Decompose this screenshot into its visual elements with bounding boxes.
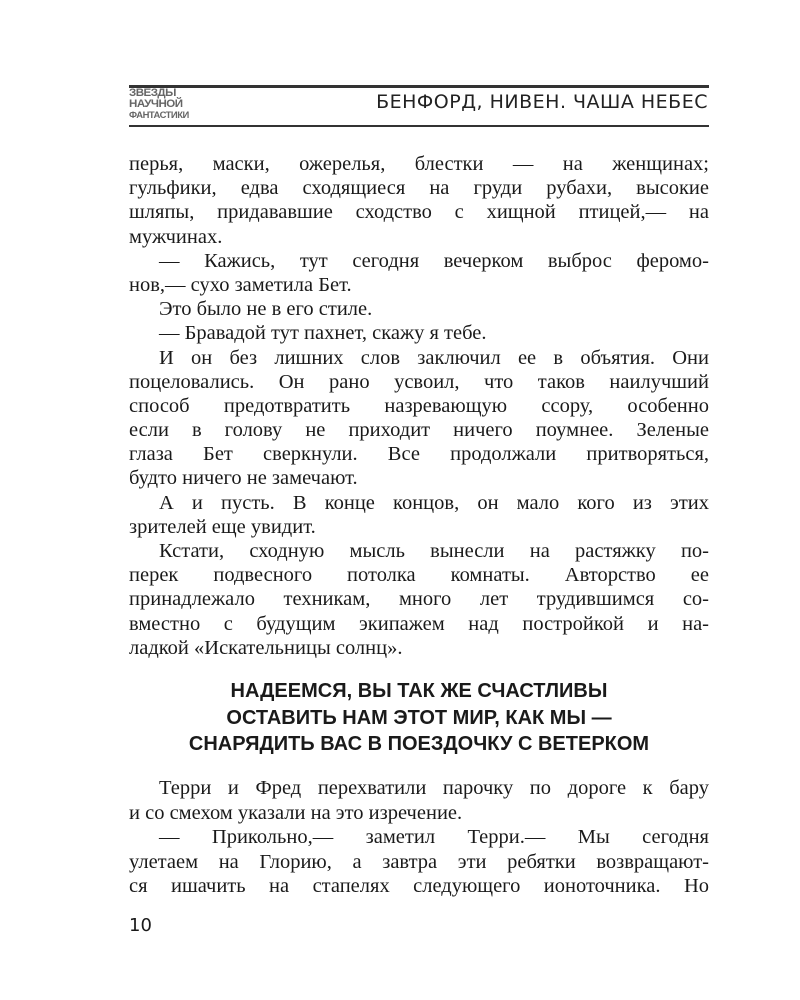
text-line: — Бравадой тут пахнет, скажу я тебе. [159,322,487,345]
body-text-before [129,152,709,660]
text-line: перек подвесного потолка комнаты. Авторство ее [129,564,709,587]
text-line: ся ишачить на стапелях следующего ионоточника. Но [129,875,709,898]
text-line: — Кажись, тут сегодня вечерком выброс феромо- [159,249,709,272]
section-heading [129,678,709,758]
text-line: поцеловались. Он рано усвоил, что таков наилучший [129,370,709,393]
page-number: 10 [129,915,152,936]
text-line: будто ничего не замечают. [129,467,358,490]
text-line: И он без лишних слов заключил ее в объятия. Они [159,346,709,369]
text-line: А и пусть. В конце концов, он мало кого из этих [159,491,709,514]
body-text-after [129,776,709,899]
text-line: вместно с будущим экипажем над постройкой и на- [129,612,709,635]
text-line: принадлежало техникам, много лет трудившимся со- [129,588,709,611]
text-line: и со смехом указали на это изречение. [129,801,463,824]
text-line: ладкой «Искательницы солнц». [129,636,403,659]
text-line: улетаем на Глорию, а завтра эти ребятки возвращают- [129,850,709,873]
text-line: шляпы, придававшие сходство с хищной птицей,— на [129,201,709,224]
text-line: Кстати, сходную мысль вынесли на растяжку по- [159,540,709,562]
text-line: если в голову не приходит ничего поумнее. Зеленые [129,419,709,442]
text-line: Это было не в его стиле. [159,298,373,321]
text-line: перья, маски, ожерелья, блестки — на женщинах; [129,153,709,175]
text-line: мужчинах. [129,225,223,248]
text-line: — Прикольно,— заметил Терри.— Мы сегодня [159,826,709,849]
logo-line: ЗВЕЗДЫ [129,87,176,99]
running-title: БЕНФОРД, НИВЕН. ЧАША НЕБЕС [376,91,708,113]
text-line: способ предотвратить назревающую ссору, особенно [129,394,709,417]
logo-line: ФАНТАСТИКИ [129,110,189,120]
series-logo [129,88,213,124]
heading-line: НАДЕЕМСЯ, ВЫ ТАК ЖЕ СЧАСТЛИВЫ [230,680,608,702]
heading-line: СНАРЯДИТЬ ВАС В ПОЕЗДОЧКУ С ВЕТЕРКОМ [188,733,650,755]
text-line: гульфики, едва сходящиеся на груди рубахи, высокие [129,177,709,200]
text-line: глаза Бет сверкнули. Все продолжали притворяться, [129,443,709,466]
header-bottom-rule [129,125,709,127]
heading-line: ОСТАВИТЬ НАМ ЭТОТ МИР, КАК МЫ — [226,706,612,729]
logo-line: НАУЧНОЙ [129,98,183,110]
text-line: нов,— сухо заметила Бет. [129,273,352,296]
text-line: зрителей еще увидит. [129,515,316,538]
text-line: Терри и Фред перехватили парочку по дороге к бару [159,777,709,799]
